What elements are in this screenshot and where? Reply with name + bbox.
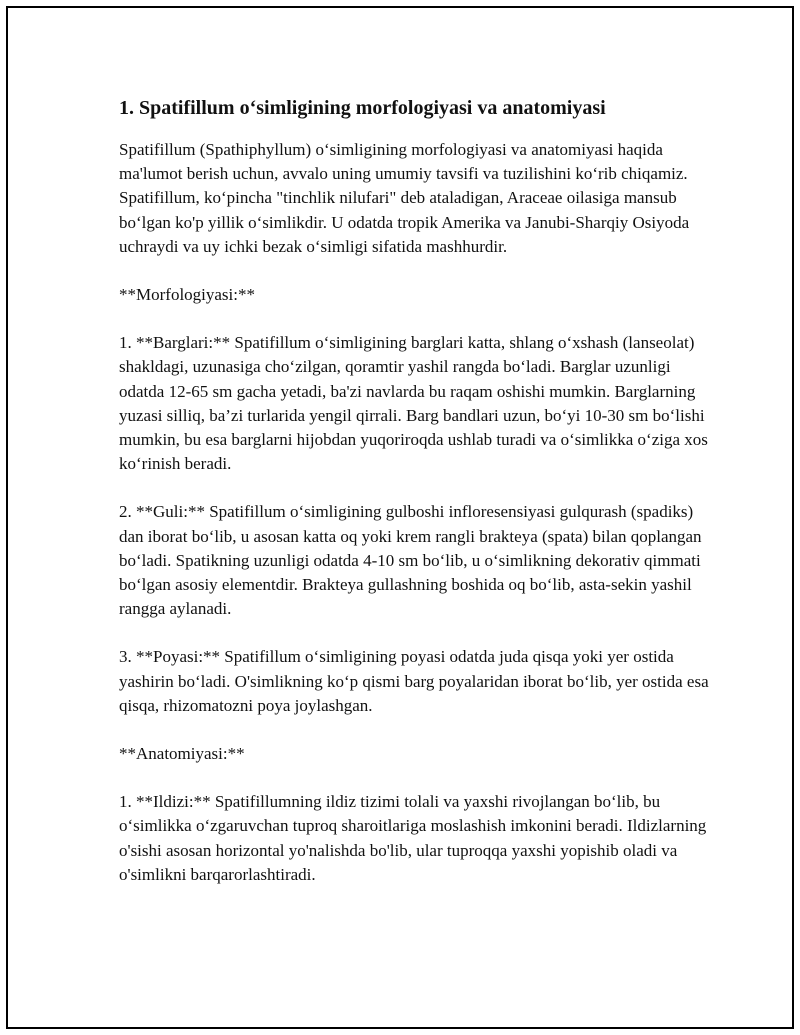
leaves-paragraph: 1. **Barglari:** Spatifillum o‘simligining barglari katta, shlang o‘xshash (lanseolat) shakldagi, uzunasiga cho‘zilgan, qoramtir yashil rangda bo‘ladi. Barglar uzunligi odatda 12-65 sm gacha yetadi, ba'zi navlarda bu raqam oshishi mumkin. Barglarning yuzasi silliq, ba’zi turlarida yengil qirrali. Barg bandlari uzun, bo‘yi 10-30 sm bo‘lishi mumkin, bu esa barglarni hijobdan yuqoriroqda ushlab turadi va o‘simlikka o‘ziga xos ko‘rinish beradi. bbox=[119, 333, 708, 474]
morphology-heading: **Morfologiyasi:** bbox=[119, 285, 255, 305]
intro-paragraph: Spatifillum (Spathiphyllum) o‘simligining morfologiyasi va anatomiyasi haqida ma'lumot berish uchun, avvalo uning umumiy tavsifi va tuzilishini ko‘rib chiqamiz. Spatifillum, ko‘pincha "tinchlik nilufari" deb ataladigan, Araceae oilasiga mansub bo‘lgan ko'p yillik o‘simlikdir. U odatda tropik Amerika va Janubi-Sharqiy Osiyoda uchraydi va uy ichki bezak o‘simligi sifatida mashhurdir. bbox=[119, 140, 690, 256]
document-title: 1. Spatifillum o‘simligining morfologiyasi va anatomiyasi bbox=[119, 97, 606, 119]
document-body bbox=[119, 94, 709, 911]
flower-paragraph: 2. **Guli:** Spatifillum o‘simligining gulboshi infloresensiyasi gulqurash (spadiks) dan iborat bo‘lib, u asosan katta oq yoki krem rangli brakteya (spata) bilan qoplangan bo‘ladi. Spatikning uzunligi odatda 4-10 sm bo‘lib, u o‘simlikning dekorativ qimmati bo‘lgan asosiy elementdir. Brakteya gullashning boshida oq bo‘lib, asta-sekin yashil rangga aylanadi. bbox=[119, 502, 702, 619]
anatomy-heading: **Anatomiyasi:** bbox=[119, 744, 245, 764]
page-frame bbox=[6, 6, 794, 1029]
stem-paragraph: 3. **Poyasi:** Spatifillum o‘simligining poyasi odatda juda qisqa yoki yer ostida yashirin bo‘ladi. O'simlikning ko‘p qismi barg poyalaridan iborat bo‘lib, yer ostida esa qisqa, rhizomatozni poya joylashgan. bbox=[119, 647, 709, 715]
root-paragraph: 1. **Ildizi:** Spatifillumning ildiz tizimi tolali va yaxshi rivojlangan bo‘lib, bu o‘simlikka o‘zgaruvchan tuproq sharoitlariga moslashish imkonini beradi. Ildizlarning o'sishi asosan horizontal yo'nalishda bo'lib, ular tuproqqa yaxshi yopishib oladi va o'simlikni barqarorlashtiradi. bbox=[119, 792, 707, 884]
